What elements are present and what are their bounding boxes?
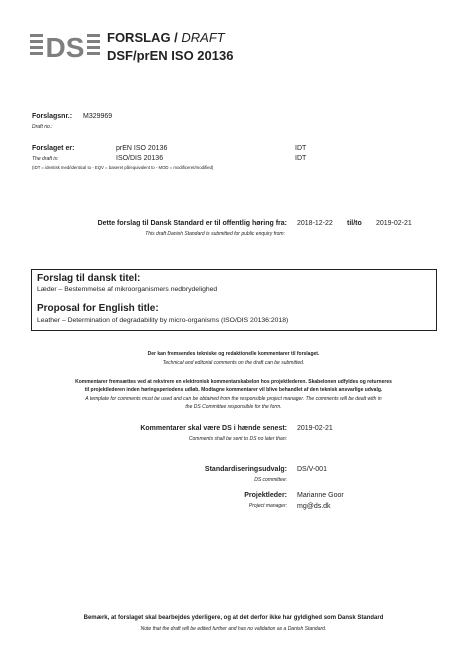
footer-note: Bemærk, at forslaget skal bearbejdes yderligere, og at det derfor ikke har gyldighed som Dansk Standard — [83, 615, 384, 621]
deadline-date: 2019-02-21 — [297, 425, 333, 432]
committee-label-en: DS committee: — [254, 477, 287, 483]
hearing-label: Dette forslag til Dansk Standard er til offentlig høring fra: — [97, 220, 287, 227]
committee-value: DS/V-001 — [297, 466, 327, 473]
project-manager-name: Marianne Goor — [297, 492, 344, 499]
comments-paragraph-en-1: A template for comments must be used and can be obtained from the responsible project manager. The comments will be dealt with in — [85, 396, 382, 402]
project-manager-email[interactable]: mg@ds.dk — [297, 503, 331, 510]
draft-is-label-en: The draft is: — [32, 156, 59, 162]
comments-paragraph-2: til projektlederen inden høringsperiodens udløb. Modtagne kommentarer vil blive behandlet af den teknisk ansvarlige udvalg. — [84, 387, 383, 393]
hearing-to-date: 2019-02-21 — [376, 220, 412, 227]
deadline-label-en: Comments shall be sent to DS no later than: — [188, 436, 287, 442]
page-title: FORSLAG / DRAFT — [107, 30, 225, 45]
title-box — [31, 269, 437, 331]
draft-is-value-2: ISO/DIS 20136 — [116, 155, 164, 162]
comments-line-en: Technical and editorial comments on the draft can be submitted. — [162, 360, 305, 366]
draft-is-value-1: prEN ISO 20136 — [116, 145, 168, 152]
draft-is-label: Forslaget er: — [32, 145, 75, 152]
danish-title: Læder – Bestemmelse af mikroorganismers nedbrydelighed — [37, 286, 218, 293]
hearing-label-en: This draft Danish Standard is submitted for public enquiry from: — [145, 231, 285, 237]
committee-label: Standardiseringsudvalg: — [204, 466, 287, 473]
project-manager-label: Projektleder: — [244, 492, 287, 499]
english-title-heading: Proposal for English title: — [37, 303, 159, 314]
svg-text:DS: DS — [45, 32, 85, 60]
english-title: Leather – Determination of degradability by micro-organisms (ISO/DIS 20136:2018) — [37, 317, 289, 324]
comments-paragraph-en-2: the DS Committee responsible for the form. — [185, 404, 282, 410]
hearing-to-label: til/to — [347, 220, 362, 227]
ds-logo — [30, 32, 100, 60]
proposal-number-value: M329969 — [83, 113, 113, 120]
footer-note-en: Note that the draft will be edited further and has no validation as a Danish Standard. — [140, 626, 327, 632]
hearing-from-date: 2018-12-22 — [297, 220, 333, 227]
draft-is-idt-2: IDT — [295, 155, 307, 162]
project-manager-label-en: Project manager: — [248, 503, 287, 509]
draft-is-legend: (IDT = identisk med/identical to - EQV = baseret på/equivalent to - MOD = modificeret/modified) — [32, 165, 214, 170]
proposal-number-label-en: Draft no.: — [32, 124, 53, 130]
document-number: DSF/prEN ISO 20136 — [107, 48, 234, 63]
danish-title-heading: Forslag til dansk titel: — [37, 273, 141, 284]
comments-line: Der kan fremsendes tekniske og redaktionelle kommentarer til forslaget. — [147, 351, 320, 357]
comments-paragraph-1: Kommentarer fremsættes ved at rekvirere en elektronisk kommentarskabelon hos projektlederen. Skabelonen udfyldes og returneres — [75, 379, 392, 385]
proposal-number-label: Forslagsnr.: — [32, 113, 73, 120]
draft-is-idt-1: IDT — [295, 145, 307, 152]
deadline-label: Kommentarer skal være DS i hænde senest: — [140, 425, 287, 432]
